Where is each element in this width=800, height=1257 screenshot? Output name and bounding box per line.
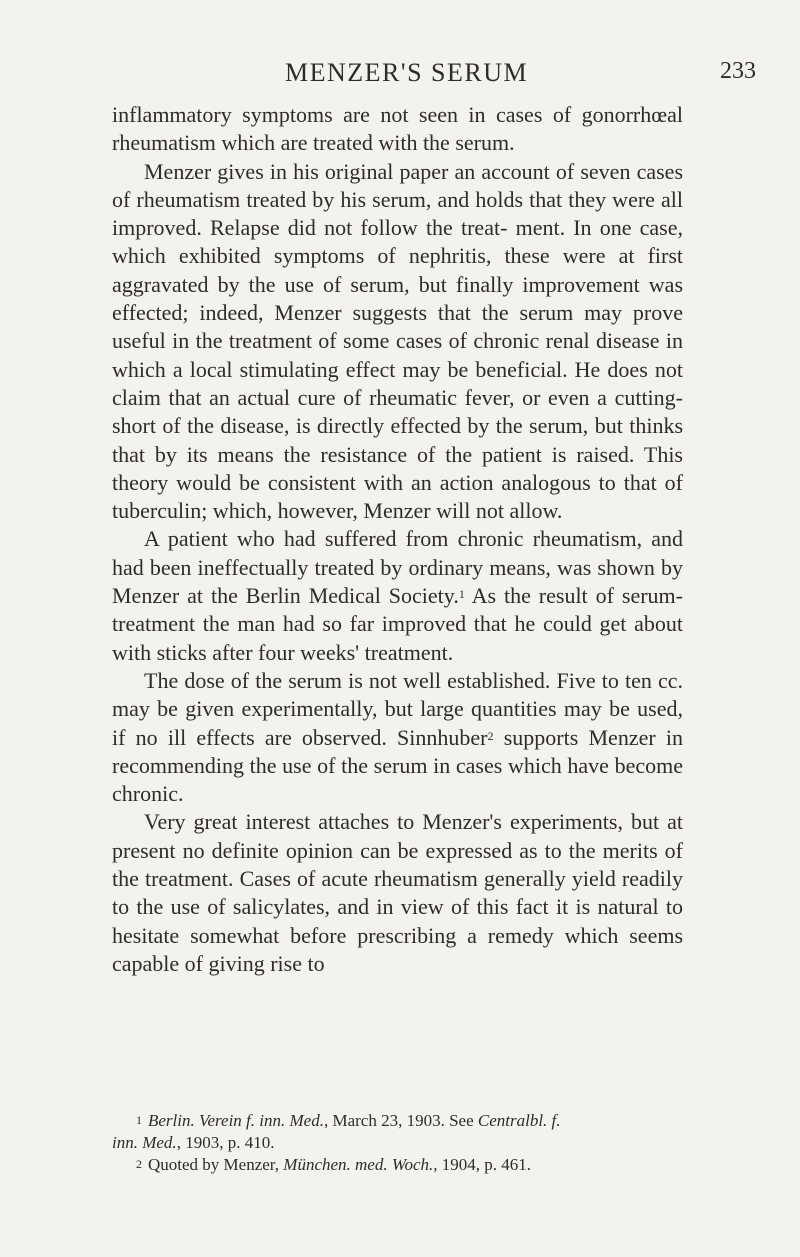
text-line: and had been ineffectually treated by ordinary means, was [112, 526, 684, 580]
text-line: As the [464, 583, 531, 609]
footnote-number: 2 [136, 1157, 142, 1171]
text-line: they were all improved. Relapse did not follow the treat- [112, 186, 684, 241]
text-line: A patient who had suffered from chronic rheumatism, [144, 526, 643, 552]
footnotes [112, 1110, 683, 1176]
footnote-ref-1[interactable]: 1 [458, 587, 465, 602]
text-line: ten cc. may be given experimentally, but large quantities [112, 667, 684, 722]
footnote-citation: inn. Med. [112, 1133, 177, 1152]
text-line: The dose of the serum is not well established. Five to [144, 667, 619, 693]
footnote-text: Quoted by Menzer, [148, 1155, 284, 1174]
paragraph-2 [112, 158, 683, 526]
footnote-2 [112, 1154, 683, 1176]
text-line: in cases which have become chronic. [112, 752, 684, 807]
footnote-citation: München. med. Woch. [283, 1155, 434, 1174]
text-line: supports Menzer in recommending the use of the serum [112, 724, 684, 778]
text-line: cases of rheumatism treated by his serum, and holds that [112, 158, 684, 212]
text-line: cure of rheumatic fever, or even a cutting-short of the [112, 384, 683, 439]
footnote-text: , 1904, p. 461. [433, 1155, 532, 1174]
text-line: that he could get about with sticks after four weeks' [112, 611, 683, 665]
running-title: MENZER'S SERUM [285, 58, 529, 87]
page-header [0, 58, 800, 94]
footnote-1 [112, 1110, 683, 1154]
text-line: effect may be beneficial. He does not claim that an actual [112, 356, 683, 410]
text-line: of this fact it is natural to hesitate somewhat before [112, 894, 684, 948]
text-line: result of serum-treatment the man had so far improved [112, 583, 683, 637]
text-line: that the serum may prove useful in the treatment of some [112, 300, 683, 354]
text-line: the merits of the treatment. Cases of acute rheumatism [112, 837, 684, 892]
paragraph-1 [112, 101, 683, 158]
text-line: finally improvement was effected; indeed, Menzer suggests [112, 271, 684, 326]
text-line: shown by Menzer at the Berlin Medical Society. [112, 554, 684, 609]
footnote-citation: Centralbl. f. [477, 1111, 561, 1130]
footnote-ref-2[interactable]: 2 [487, 728, 494, 743]
page-number: 233 [720, 58, 756, 84]
text-line: prescribing a remedy which seems capable of giving rise to [112, 922, 684, 976]
text-line: that of tuberculin; which, however, Menzer will not [112, 469, 683, 524]
text-line: ment. In one case, which exhibited symptoms of nephritis, [112, 215, 684, 269]
text-line: by its means the resistance of the patient is raised. This [154, 441, 683, 467]
text-line: cases of chronic renal disease in which a local stimulating [112, 328, 684, 382]
text-line: generally yield readily to the use of salicylates, and in view [112, 866, 683, 920]
footnote-text: , 1903, p. 410. [176, 1133, 275, 1152]
text-line: inflammatory symptoms are not seen in cases of gonorrhœal [112, 102, 683, 127]
footnote-text: , March 23, 1903. See [323, 1111, 478, 1130]
text-line: rheumatism which are treated with the serum. [112, 130, 515, 156]
text-line: Very great interest attaches to Menzer's experiments, [144, 809, 623, 835]
text-line: disease, is directly effected by the serum, but thinks that [112, 413, 683, 467]
paragraph-4 [112, 667, 683, 808]
paragraph-3 [112, 525, 683, 666]
text-line: but at present no definite opinion can be expressed as to [112, 809, 683, 863]
body-text [112, 101, 683, 978]
text-line: Menzer gives in his original paper an account of seven [144, 158, 631, 184]
text-line: may be used, if no ill effects are observed. Sinnhuber [112, 696, 684, 750]
paragraph-5 [112, 808, 683, 978]
text-line: allow. [509, 498, 563, 524]
footnote-number: 1 [136, 1113, 142, 1127]
text-line: theory would be consistent with an action analogous to [112, 469, 616, 495]
footnote-citation: Berlin. Verein f. inn. Med. [148, 1111, 324, 1130]
text-line: these were at first aggravated by the use of serum, but [112, 243, 684, 297]
text-line: treatment. [364, 639, 454, 665]
